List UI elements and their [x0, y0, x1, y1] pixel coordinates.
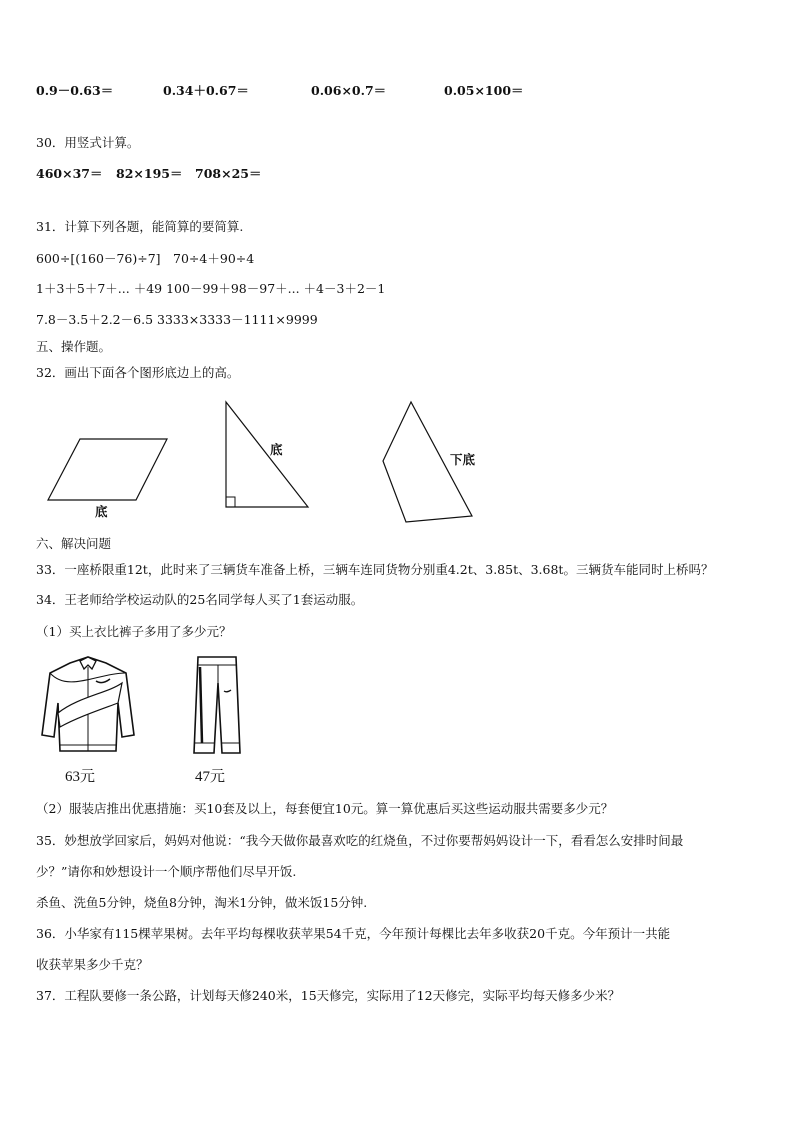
q35-line-1: 35．妙想放学回家后，妈妈对他说：“我今天做你最喜欢吃的红烧鱼，不过你要帮妈妈设计一下，看看怎么安排时间最	[36, 833, 684, 848]
triangle-base-label: 底	[270, 442, 283, 457]
q30-item-3: 708×25＝	[195, 166, 262, 181]
q32-figures	[0, 398, 794, 528]
q30-title: 30．用竖式计算。	[36, 135, 140, 150]
pants-illustration	[188, 653, 248, 758]
jacket-price: 63元	[65, 769, 96, 785]
q34-sub-1: （1）买上衣比裤子多用了多少元？	[36, 624, 232, 639]
q31-line-3: 7.8－3.5＋2.2－6.5 3333×3333－1111×9999	[36, 312, 318, 327]
q30-item-2: 82×195＝	[116, 166, 183, 181]
expr-1: 0.9－0.63＝	[36, 83, 114, 98]
q34-title: 34．王老师给学校运动队的25名同学每人买了1套运动服。	[36, 592, 364, 607]
q34-sub-2: （2）服装店推出优惠措施：买10套及以上，每套便宜10元。算一算优惠后买这些运动服共需要多少元？	[36, 801, 614, 816]
right-angle-mark	[226, 497, 235, 507]
parallelogram-base-label: 底	[95, 504, 108, 519]
q37-text: 37．工程队要修一条公路，计划每天修240米，15天修完，实际用了12天修完，实际平均每天修多少米？	[36, 988, 621, 1003]
q32-title: 32．画出下面各个图形底边上的高。	[36, 365, 240, 380]
jacket-illustration	[38, 653, 138, 758]
expr-4: 0.05×100＝	[444, 83, 524, 98]
pants-price: 47元	[195, 769, 226, 785]
q35-line-3: 杀鱼、洗鱼5分钟，烧鱼8分钟，淘米1分钟，做米饭15分钟.	[36, 895, 368, 910]
expr-2: 0.34＋0.67＝	[163, 83, 249, 98]
expr-3: 0.06×0.7＝	[311, 83, 387, 98]
parallelogram-shape	[48, 439, 167, 500]
q31-title: 31．计算下列各题，能简算的要简算.	[36, 219, 244, 234]
section-6-heading: 六、解决问题	[36, 536, 112, 551]
q31-line-1: 600÷[(160－76)÷7] 70÷4＋90÷4	[36, 251, 255, 266]
q31-line-2: 1＋3＋5＋7＋... ＋49 100－99＋98－97＋... ＋4－3＋2－1	[36, 281, 386, 296]
trapezoid-base-label: 下底	[450, 452, 476, 467]
right-triangle-shape	[226, 402, 308, 507]
q36-line-2: 收获苹果多少千克？	[36, 957, 149, 972]
q33-text: 33．一座桥限重12t，此时来了三辆货车准备上桥，三辆车连同货物分别重4.2t、3.85t、3.68t。三辆货车能同时上桥吗？	[36, 562, 714, 577]
q36-line-1: 36．小华家有115棵苹果树。去年平均每棵收获苹果54千克，今年预计每棵比去年多收获20千克。今年预计一共能	[36, 926, 671, 941]
section-5-heading: 五、操作题。	[36, 339, 112, 354]
q35-line-2: 少？”请你和妙想设计一个顺序帮他们尽早开饭.	[36, 864, 297, 879]
q30-item-1: 460×37＝	[36, 166, 103, 181]
